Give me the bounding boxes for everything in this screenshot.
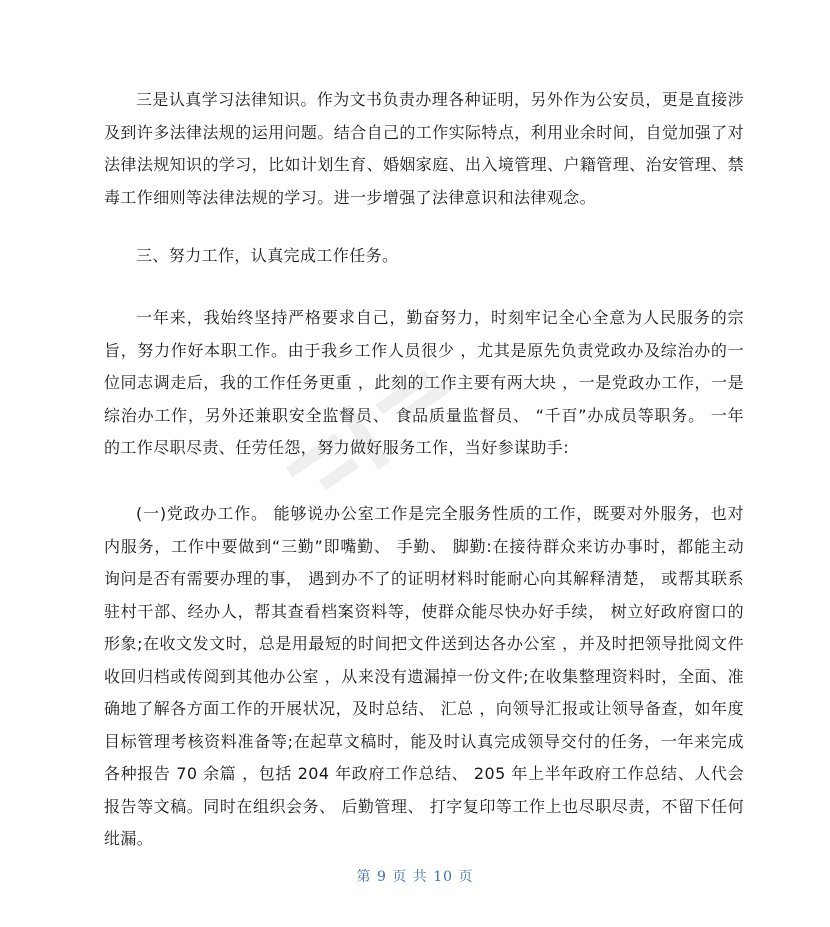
paragraph-law-study: 三是认真学习法律知识。作为文书负责办理各种证明，另外作为公安员，更是直接涉及到许多法律法规的运用问题。结合自己的工作实际特点，利用业余时间，自觉加强了对法律法规知识的学习，比如计划生育、婚姻家庭、出入境管理、户籍管理、治安管理、禁毒工作细则等法律法规的学习。进一步增强了法律意识和法律观念。 — [104, 90, 744, 207]
paragraph-party-office-work: (一)党政办工作。 能够说办公室工作是完全服务性质的工作，既要对外服务，也对内服务，工作中要做到“三勤”即嘴勤、 手勤、 脚勤:在接待群众来访办事时，都能主动询问是否有需要办理的事， 遇到办不了的证明材料时能耐心向其解释清楚， 或帮其联系驻村干部、经办人，帮其查看档案资料等，使群众能尽快办好手续， 树立好政府窗口的形象;在收文发文时，总是用最短的时间把文件送到达各办公室 ，并及时把领导批阅文件收回归档或传阅到其他办公室 ，从来没有遗漏掉一份文件;在收集整理资料时，全面、准确地了解各方面工作的开展状况，及时总结、 汇总 ，向领导汇报或让领导备查，如年度目标管理考核资料准备等;在起草文稿时，能及时认真完成领导交付的任务，一年来完成各种报告 70 余篇 ，包括 204 年政府工作总结、 205 年上半年政府工作总结、人代会报告等文稿。同时在组织会务、 后勤管理、 打字复印等工作上也尽职尽责，不留下任何纰漏。 — [104, 504, 744, 848]
section-heading-work-tasks: 三、努力工作，认真完成工作任务。 — [136, 246, 399, 265]
paragraph-year-summary: 一年来，我始终坚持严格要求自己，勤奋努力，时刻牢记全心全意为人民服务的宗旨，努力作好本职工作。由于我乡工作人员很少 ，尤其是原先负责党政办及综治办的一位同志调走后，我的工作任务更重 ，此刻的工作主要有两大块 ，一是党政办工作，一是综治办工作，另外还兼职安全监督员、 食品质量监督员、 “千百”办成员等职务。 一年的工作尽职尽责、任劳任怨，努力做好服务工作，当好参谋助手: — [104, 308, 744, 457]
page-number-footer: 第 9 页 共 10 页 — [356, 869, 474, 885]
